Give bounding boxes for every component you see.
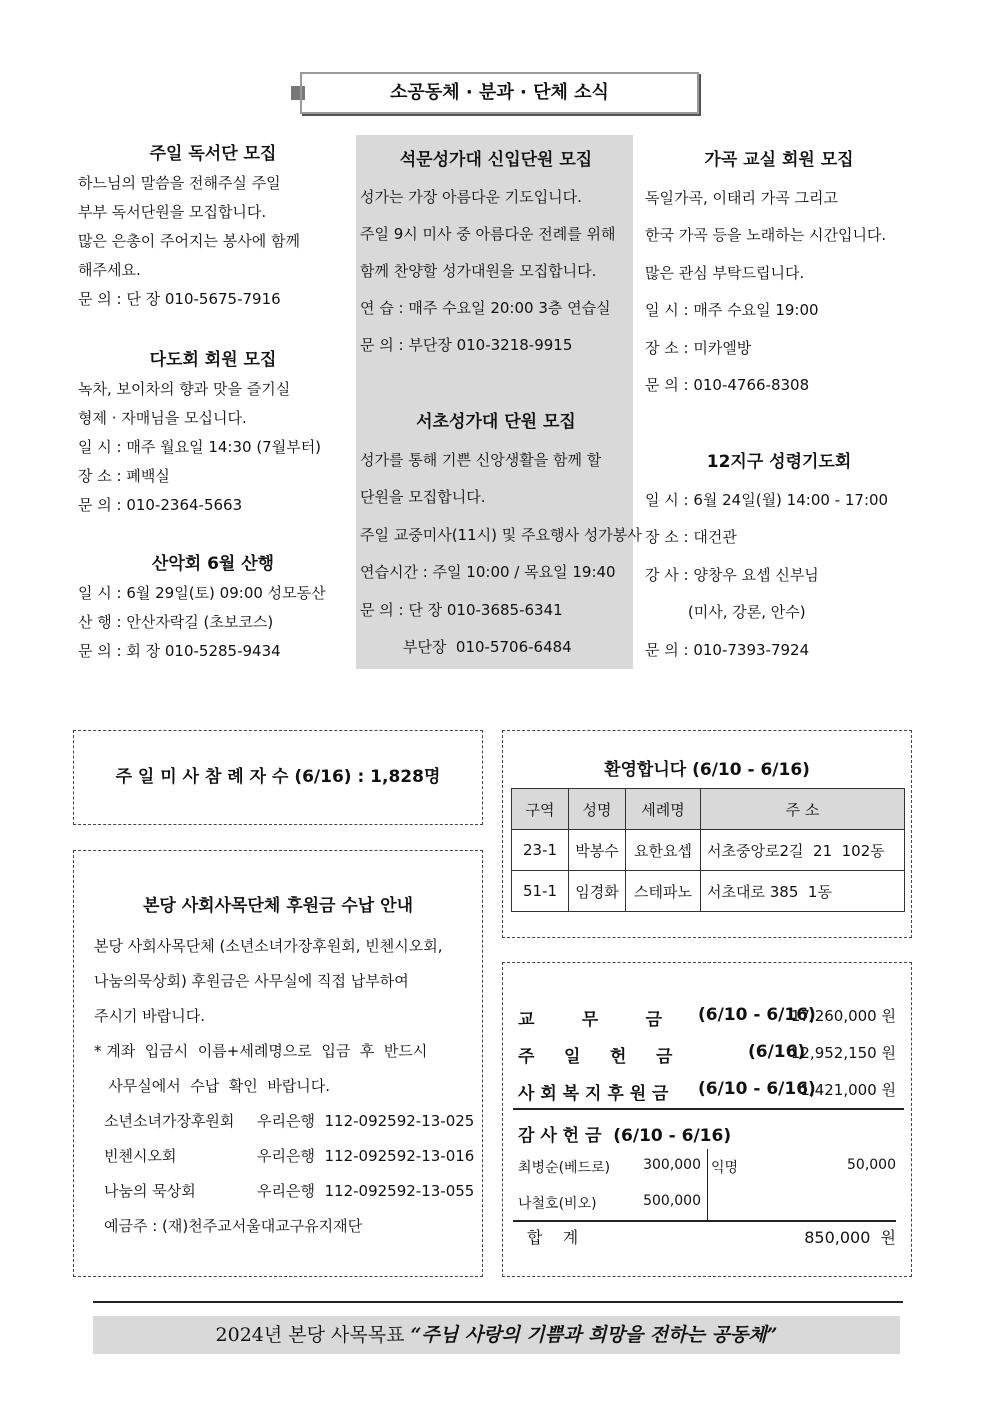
text-line: 일 시 : 매주 수요일 19:00 [645,301,819,319]
account-holder: 예금주 : (재)천주교서울대교구유지재단 [104,1217,363,1235]
text-line: 녹차, 보이차의 향과 맛을 즐기실 [78,380,291,398]
text-line: 장 소 : 폐백실 [78,467,170,485]
text-line: 많은 은총이 주어지는 봉사에 함께 [78,232,300,250]
welcome-title: 환영합니다 (6/10 - 6/16) [604,760,810,780]
column-2 [360,142,632,364]
text-line: 한국 가곡 등을 노래하는 시간입니다. [645,226,887,244]
cell: 23-1 [512,830,569,871]
column-1-tea [78,346,348,520]
total-amount: 850,000 원 [804,1228,896,1247]
text-line: 문 의 : 부단장 010-3218-9915 [360,336,573,354]
text-line: 일 시 : 매주 월요일 14:30 (7월부터) [78,438,322,456]
finance-row [518,1042,896,1067]
text-line: 부단장 010-5706-6484 [360,638,572,656]
thanks-divider [707,1149,708,1221]
account-number: 우리은행 112-092592-13-016 [257,1147,475,1165]
col-header: 구역 [512,789,569,830]
attendance-text: 주 일 미 사 참 례 자 수 (6/16) : 1,828명 [115,767,441,787]
art-song-title: 가곡 교실 회원 모집 [704,150,854,170]
text-line: * 계좌 입금시 이름+세례명으로 입금 후 반드시 [94,1042,428,1060]
text-line: 단원을 모집합니다. [360,488,486,506]
text-line: 장 소 : 대건관 [645,528,737,546]
finance-row [518,1005,896,1030]
column-1 [78,140,348,314]
finance-period: (6/10 - 6/16) [698,1079,816,1099]
donation-body [94,929,479,1244]
text-line: 형제 · 자매님을 모십니다. [78,409,247,427]
section-header: 소공동체 · 분과 · 단체 소식 [300,72,699,114]
text-line: 문 의 : 회 장 010-5285-9434 [78,642,281,660]
hiking-club-title: 산악회 6월 산행 [151,554,275,574]
finance-box [502,962,912,1277]
col-header: 세례명 [626,789,701,830]
account-name: 소년소녀가장후원회 [104,1112,235,1130]
pastoral-goal-banner [93,1316,900,1354]
donation-title: 본당 사회사목단체 후원금 수납 안내 [142,896,413,916]
finance-label: 사 회 복 지 후 원 금 [518,1084,669,1104]
seocho-choir-title: 서초성가대 단원 모집 [416,412,576,432]
cell: 51-1 [512,871,569,912]
thanks-name: 나철호(비오) [518,1196,597,1212]
account-row [94,1104,479,1139]
text-line: 문 의 : 단 장 010-3685-6341 [360,600,563,619]
column-3 [645,142,913,405]
account-row [94,1174,479,1209]
text-line: 문 의 : 010-4766-8308 [645,376,810,394]
text-line: 문 의 : 단 장 010-5675-7916 [78,290,281,308]
finance-amount: 17,260,000 원 [790,1007,896,1025]
text-line: 연 습 : 매주 수요일 20:00 3층 연습실 [360,299,611,317]
text-line: 사무실에서 수납 확인 바랍니다. [94,1077,331,1095]
account-number: 우리은행 112-092592-13-055 [257,1182,475,1200]
finance-amount: 1,421,000 원 [800,1081,896,1099]
text-line: 주일 교중미사(11시) 및 주요행사 성가봉사 [360,525,642,544]
goal-prefix: 2024년 본당 사목목표 [215,1324,405,1346]
text-line: 강 사 : 양창우 요셉 신부님 [645,565,819,584]
text-line: (미사, 강론, 안수) [645,603,806,621]
table-row [512,830,905,871]
text-line: 장 소 : 미카엘방 [645,338,752,357]
text-line: 해주세요. [78,261,141,279]
finance-label: 교 무 금 [518,1010,662,1030]
text-line: 성가는 가장 아름다운 기도입니다. [360,188,582,206]
total-label: 합 계 [527,1228,579,1247]
text-line: 문 의 : 010-7393-7924 [645,640,810,659]
text-line: 함께 찬양할 성가대원을 모집합니다. [360,262,597,280]
reading-group-title: 주일 독서단 모집 [149,144,277,164]
attendance-box [73,730,483,825]
cell: 서초중앙로2길 21 102동 [701,830,905,871]
footer-rule [93,1301,903,1303]
welcome-box [502,730,912,938]
text-line: 산 행 : 안산자락길 (초보코스) [78,613,274,631]
thanks-name: 익명 [711,1160,739,1176]
prayer-meeting-title: 12지구 성령기도회 [706,452,852,472]
column-3-prayer [645,444,913,669]
cell: 서초대로 385 1동 [701,871,905,912]
text-line: 연습시간 : 주일 10:00 / 목요일 19:40 [360,563,616,581]
table-row [512,871,905,912]
account-row [94,1139,479,1174]
col-header: 주 소 [701,789,905,830]
text-line: 문 의 : 010-2364-5663 [78,496,243,514]
thanks-title: 감 사 헌 금 (6/10 - 6/16) [518,1126,732,1146]
text-line: 많은 관심 부탁드립니다. [645,263,805,282]
account-name: 빈첸시오회 [104,1147,177,1165]
finance-label: 주 일 헌 금 [518,1047,673,1067]
text-line: 성가를 통해 기쁜 신앙생활을 함께 할 [360,450,602,469]
finance-period: (6/16) [748,1042,806,1062]
donation-box [73,850,483,1277]
finance-row [518,1079,896,1104]
text-line: 일 시 : 6월 29일(토) 09:00 성모동산 [78,584,326,602]
text-line: 주일 9시 미사 중 아름다운 전례를 위해 [360,225,616,243]
text-line: 부부 독서단원을 모집합니다. [78,203,267,221]
text-line: 독일가곡, 이태리 가곡 그리고 [645,188,838,207]
thanks-amount: 500,000 [643,1193,701,1209]
table-header-row [512,789,905,830]
column-2-seocho [360,404,642,667]
account-number: 우리은행 112-092592-13-025 [257,1112,475,1130]
column-1-hiking [78,550,348,666]
tea-club-title: 다도회 회원 모집 [149,350,277,370]
finance-divider [513,1108,904,1110]
cell: 스테파노 [626,871,701,912]
welcome-table [511,788,905,912]
finance-amount: 12,952,150 원 [790,1044,896,1062]
goal-motto: “주님 사랑의 기쁨과 희망을 전하는 공동체” [410,1324,778,1346]
account-name: 나눔의 묵상회 [104,1182,196,1200]
thanks-amount: 50,000 [847,1157,896,1173]
cell: 박봉수 [569,830,626,871]
text-line: 일 시 : 6월 24일(월) 14:00 - 17:00 [645,490,889,509]
text-line: 본당 사회사목단체 (소년소녀가장후원회, 빈첸시오회, [94,937,443,955]
cell: 요한요셉 [626,830,701,871]
text-line: 하느님의 말씀을 전해주실 주일 [78,174,281,192]
thanks-name: 최병순(베드로) [518,1160,611,1176]
total-divider [513,1220,896,1222]
col-header: 성명 [569,789,626,830]
finance-period: (6/10 - 6/16) [698,1005,816,1025]
thanks-amount: 300,000 [643,1157,701,1173]
seokmun-choir-title: 석문성가대 신입단원 모집 [399,150,593,170]
text-line: 주시기 바랍니다. [94,1007,205,1025]
cell: 임경화 [569,871,626,912]
text-line: 나눔의묵상회) 후원금은 사무실에 직접 납부하여 [94,972,409,990]
